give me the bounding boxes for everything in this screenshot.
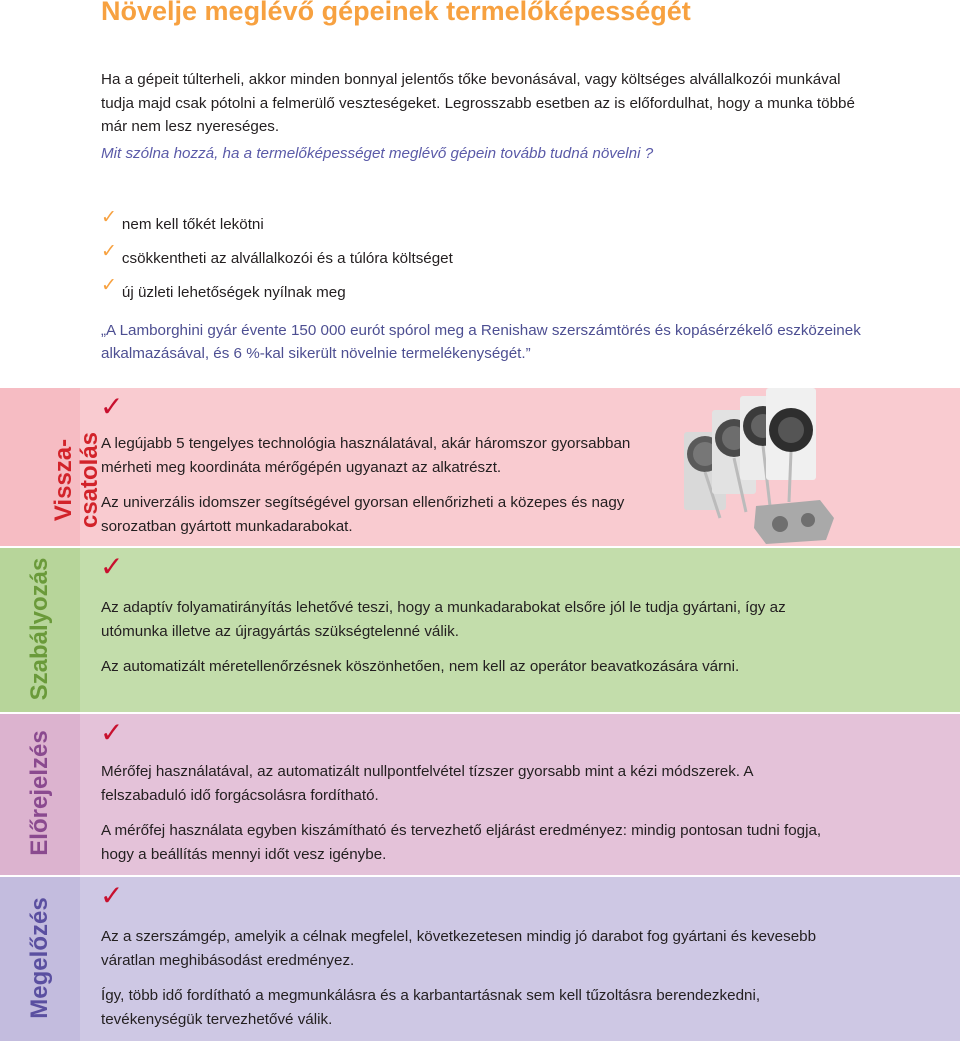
- intro-text: [101, 68, 861, 139]
- band-vertical-label: [51, 405, 103, 555]
- checklist-item: [101, 233, 453, 267]
- checkmark-icon: ✓: [101, 241, 117, 262]
- band-paragraph: Így, több idő fordítható a megmunkálásra és a karbantartásnak sem kell tűzoltásra berendezkedni, tevékenységük tervezhetővé válik.: [101, 987, 761, 1028]
- band-prevention: [0, 877, 960, 1041]
- band-paragraph: Az adaptív folyamatirányítás lehetővé teszi, hogy a munkadarabokat elsőre jól le tudja gyártani, így az utómunka illetve az újragyártás szükségtelenné válik.: [101, 599, 786, 640]
- band-text: [101, 432, 671, 550]
- band-paragraph: Az automatizált méretellenőrzésnek köszönhetően, nem kell az operátor beavatkozására várni.: [101, 658, 740, 675]
- page-title: Növelje meglévő gépeinek termelőképességét: [101, 0, 691, 26]
- intro-paragraph: Ha a gépeit túlterheli, akkor minden bonnyal jelentős tőke bevonásával, vagy költséges alvállalkozói munkával tudja majd csak pótolni a felmerülő veszteségeket. Legrosszabb esetben az is előfordulhat, hogy a munka többé már nem lesz nyereséges.: [101, 71, 855, 135]
- band-label-line: Vissza-: [50, 438, 77, 522]
- band-paragraph: A mérőfej használata egyben kiszámítható és tervezhető eljárást eredményez: mindig pontosan tudni fogja, hogy a beállítás mennyi időt vesz igénybe.: [101, 822, 822, 863]
- checkmark-icon: ✓: [100, 717, 124, 748]
- checkmark-icon: ✓: [101, 275, 117, 296]
- band-text: [101, 925, 831, 1043]
- band-vertical-label: Szabályozás: [26, 557, 53, 701]
- probe-product-image: [684, 388, 960, 548]
- checkmark-icon: ✓: [101, 207, 117, 228]
- checkmark-icon: ✓: [100, 880, 124, 911]
- benefit-checklist: [101, 199, 453, 301]
- checklist-item-label: csökkentheti az alvállalkozói és a túlóra költséget: [121, 250, 453, 267]
- checkmark-icon: ✓: [100, 551, 124, 582]
- band-text: [101, 596, 851, 691]
- band-vertical-label: Előrejelzés: [26, 730, 53, 856]
- band-feedback: [0, 388, 960, 546]
- intro-question: Mit szólna hozzá, ha a termelőképességet meglévő gépein tovább tudná növelni ?: [101, 145, 654, 162]
- customer-quote: „A Lamborghini gyár évente 150 000 eurót spórol meg a Renishaw szerszámtörés és kopásérzékelő eszközeinek alkalmazásával, és 6 %-kal sikerült növelnie termelékenységét.”: [101, 322, 861, 362]
- band-label-line: csatolás: [76, 431, 103, 529]
- checklist-item-label: új üzleti lehetőségek nyílnak meg: [121, 284, 346, 301]
- workpiece-icon: [754, 500, 834, 544]
- band-paragraph: A legújabb 5 tengelyes technológia használatával, akár háromszor gyorsabban mérheti meg koordináta mérőgépén ugyanazt az alkatrészt.: [101, 435, 631, 476]
- band-vertical-label: Megelőzés: [26, 897, 53, 1019]
- checklist-item-label: nem kell tőkét lekötni: [121, 216, 264, 233]
- checklist-item: [101, 199, 453, 233]
- band-text: [101, 760, 841, 878]
- band-paragraph: Mérőfej használatával, az automatizált nullpontfelvétel tízszer gyorsabb mint a kézi módszerek. A felszabaduló idő forgácsolásra fordítható.: [101, 763, 753, 804]
- band-control: [0, 548, 960, 712]
- checkmark-icon: ✓: [100, 391, 124, 422]
- band-paragraph: Az univerzális idomszer segítségével gyorsan ellenőrizheti a közepes és nagy sorozatban gyártott munkadarabokat.: [101, 494, 625, 535]
- probe-icon: [766, 388, 816, 502]
- checklist-item: [101, 267, 453, 301]
- band-paragraph: Az a szerszámgép, amelyik a célnak megfelel, következetesen mindig jó darabot fog gyártani és kevesebb váratlan meghibásodást eredményez.: [101, 928, 817, 969]
- band-prediction: [0, 714, 960, 875]
